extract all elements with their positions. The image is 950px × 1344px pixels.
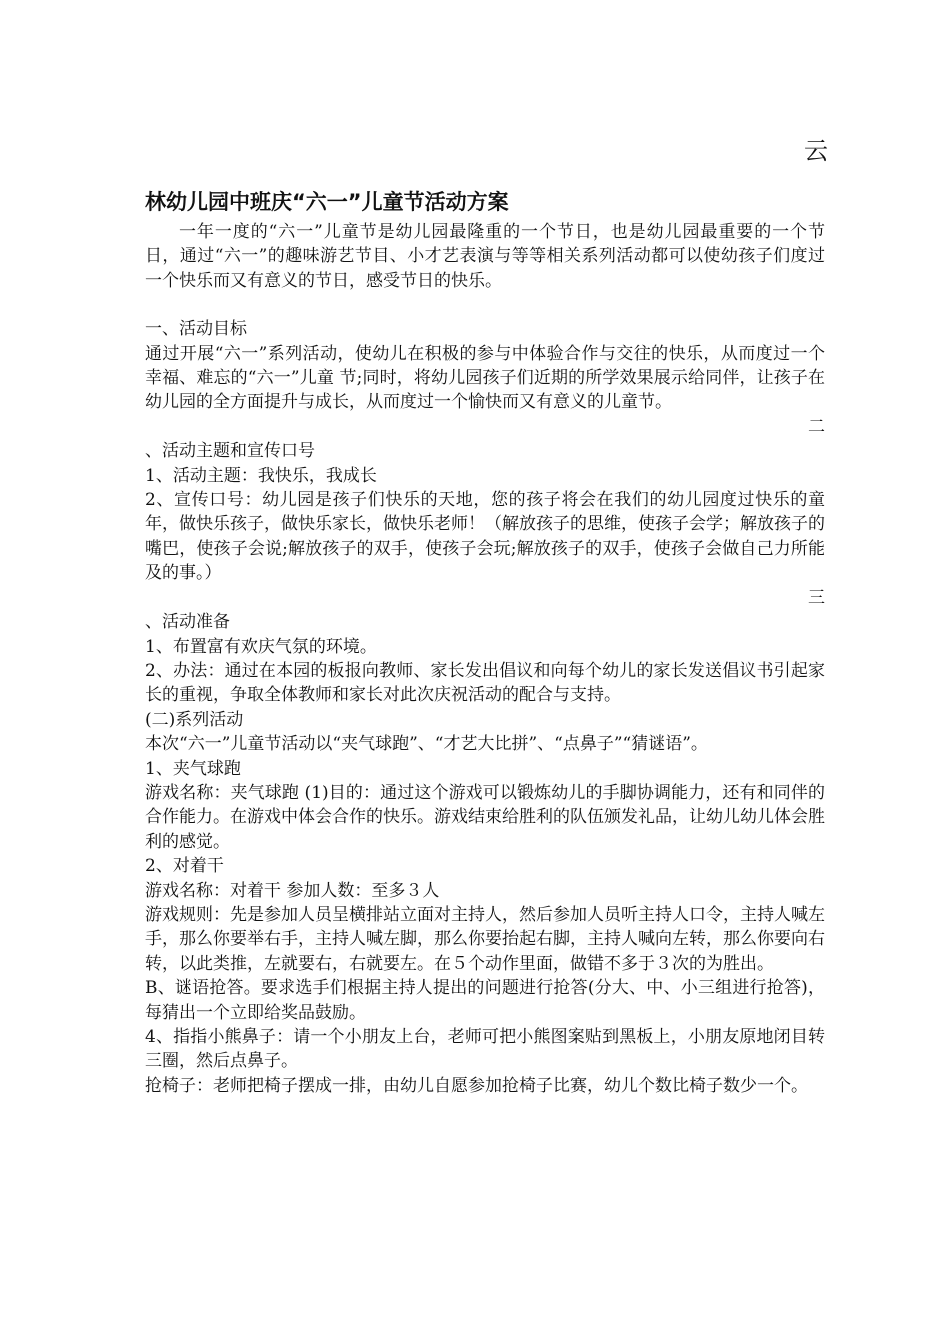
game-2-name: 游戏名称：对着干 参加人数：至多３人: [145, 880, 440, 901]
document-title: 林幼儿园中班庆“六一”儿童节活动方案: [145, 190, 509, 214]
section-2-number: 二: [808, 416, 825, 437]
section-3-item-2: 2、办法：通过在本园的板报向教师、家长发出倡议和向每个幼儿的家长发送倡议书引起家长的重视，争取全体教师和家长对此次庆祝活动的配合与支持。: [145, 660, 825, 706]
intro-paragraph: 一年一度的“六一”儿童节是幼儿园最隆重的一个节日，也是幼儿园最重要的一个节日，通过“六一”的趣味游艺节目、小才艺表演与等等相关系列活动都可以使幼孩子们度过一个快乐而又有意义的节日，感受节日的快乐。: [145, 222, 825, 291]
section-2-heading: 、活动主题和宣传口号: [145, 441, 315, 462]
series-heading: (二)系列活动: [145, 709, 244, 730]
section-1-body: 通过开展“六一”系列活动，使幼儿在积极的参与中体验合作与交往的快乐，从而度过一个幸福、难忘的“六一”儿童 节;同时，将幼儿园孩子们近期的所学效果展示给同伴，让孩子在幼儿园的全方面提升与成长，从而度过一个愉快而又有意义的儿童节。: [145, 343, 825, 413]
series-body: 本次“六一”儿童节活动以“夹气球跑”、“才艺大比拼”、“点鼻子”“猜谜语”。: [145, 734, 708, 755]
section-3-number: 三: [808, 587, 825, 608]
game-2-heading: 2、对着干: [145, 856, 224, 877]
game-b-riddles: B、谜语抢答。要求选手们根据主持人提出的问题进行抢答(分大、中、小三组进行抢答)，每猜出一个立即给奖品鼓励。: [145, 978, 825, 1023]
game-1-body: 游戏名称：夹气球跑 (1)目的：通过这个游戏可以锻炼幼儿的手脚协调能力，还有和同伴的合作能力。在游戏中体会合作的快乐。游戏结束给胜利的队伍颁发礼品，让幼儿幼儿体会胜利的感觉。: [145, 782, 825, 852]
section-3-item-1: 1、布置富有欢庆气氛的环境。: [145, 636, 377, 657]
game-1-heading: 1、夹气球跑: [145, 758, 241, 779]
section-3-heading: 、活动准备: [145, 612, 230, 633]
game-5-chairs: 抢椅子：老师把椅子摆成一排，由幼儿自愿参加抢椅子比赛，幼儿个数比椅子数少一个。: [145, 1075, 808, 1096]
corner-character: 云: [804, 137, 828, 165]
section-1-heading: 一、活动目标: [145, 319, 247, 340]
game-4-bear-nose: 4、指指小熊鼻子：请一个小朋友上台，老师可把小熊图案贴到黑板上，小朋友原地闭目转三圈，然后点鼻子。: [145, 1027, 825, 1072]
section-2-item-2: 2、宣传口号：幼儿园是孩子们快乐的天地，您的孩子将会在我们的幼儿园度过快乐的童年，做快乐孩子，做快乐家长，做快乐老师！（解放孩子的思维，使孩子会学；解放孩子的嘴巴，使孩子会说;解放孩子的双手，使孩子会玩;解放孩子的双手，使孩子会做自己力所能及的事。）: [145, 490, 825, 584]
spacer: [145, 293, 825, 317]
document-body: [145, 188, 825, 1098]
game-2-rules: 游戏规则：先是参加人员呈横排站立面对主持人，然后参加人员听主持人口令，主持人喊左手，那么你要举右手，主持人喊左脚，那么你要抬起右脚，主持人喊向左转，那么你要向右转，以此类推，左就要右，右就要左。在５个动作里面，做错不多于３次的为胜出。: [145, 904, 825, 974]
section-2-item-1: 1、活动主题：我快乐，我成长: [145, 465, 377, 486]
